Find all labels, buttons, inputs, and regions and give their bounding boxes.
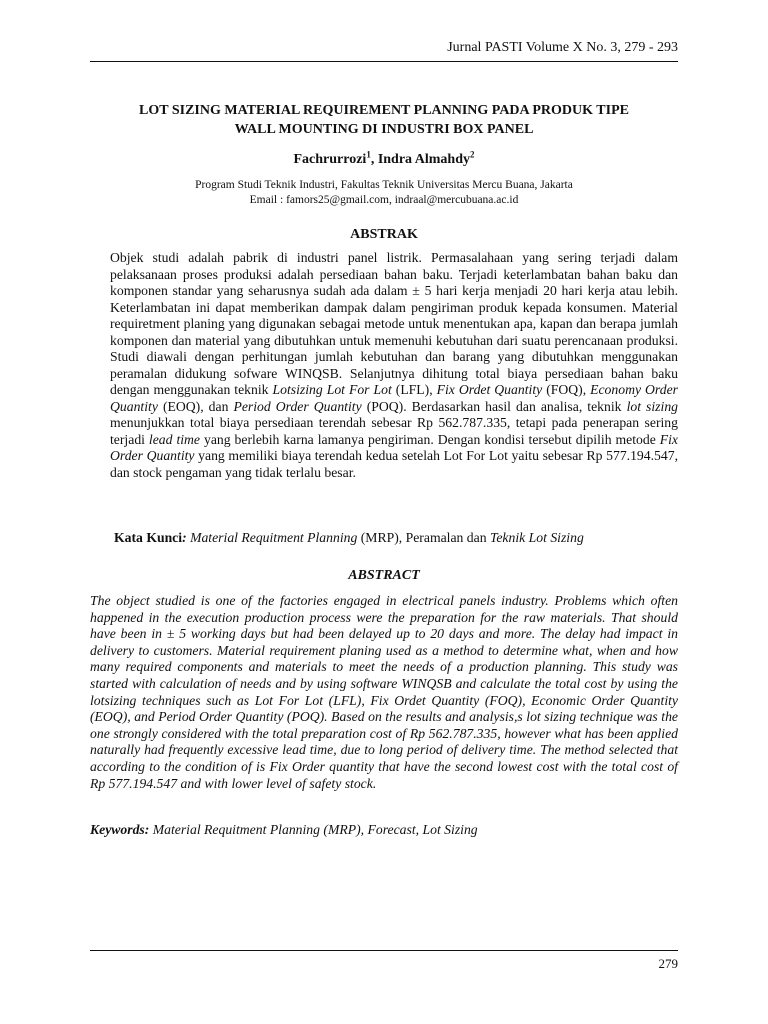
abstrak-term-lead-time: lead time bbox=[148, 431, 201, 447]
abstrak-term-lfl: Lotsizing Lot For Lot bbox=[272, 382, 392, 397]
keywords-text: Material Requitment Planning (MRP), Forecast, Lot Sizing bbox=[149, 822, 478, 837]
abstrak-body bbox=[110, 250, 678, 481]
title-line-2: WALL MOUNTING DI INDUSTRI BOX PANEL bbox=[234, 122, 534, 137]
author-separator: , bbox=[370, 152, 378, 167]
title-line-1: LOT SIZING MATERIAL REQUIREMENT PLANNING PADA PRODUK TIPE bbox=[139, 103, 629, 118]
abstrak-term-foq: Fix Ordet Quantity bbox=[436, 382, 543, 397]
abstrak-term-eoq: Economy Order Quantity bbox=[110, 382, 678, 414]
kata-kunci bbox=[114, 530, 674, 546]
kata-kunci-colon: : bbox=[182, 530, 187, 545]
abstrak-text-1: Objek studi adalah pabrik di industri panel listrik. Permasalahaan yang sering terjadi dalam pelaksanaan proses produksi adalah persediaan bahan baku. Terjadi keterlambatan bahan baku dan komponen standar yang seharusnya sudah ada dalam ± 5 hari kerja menjadi 20 hari kerja atau lebih. Keterlambatan ini dapat memberikan dampak dalam pengiriman produk kepada konsumen. Material requiretment planing yang digunakan sebagai metode untuk menentukan apa, kapan dan berapa jumlah komponen dan material yang dibutuhkan untuk memenuhi kebutuhan dari suatu perencanaan produksi. Studi diawali dengan perhitungan jumlah kebutuhan dan barang yang dibutuhkan menggunakan peramalan didukung sofware WINQSB. Selanjutnya dihitung total biaya persediaan bahan baku dengan menggunakan teknik bbox=[110, 250, 678, 397]
abstrak-term-fix-order: Fix Order Quantity bbox=[110, 431, 678, 463]
abstract-heading: ABSTRACT bbox=[348, 568, 420, 583]
author-1-affil-mark: 1 bbox=[366, 149, 371, 160]
abstrak-text-3: (FOQ), bbox=[542, 382, 591, 397]
affiliation-email: Email : famors25@gmail.com, indraal@mercubuana.ac.id bbox=[249, 194, 519, 206]
kata-kunci-term-mrp: Material Requitment Planning bbox=[186, 530, 358, 545]
author-2: Indra Almahdy bbox=[377, 152, 471, 167]
kata-kunci-text: (MRP), Peramalan dan bbox=[357, 530, 490, 545]
abstrak-text-8: yang memiliki biaya terendah kedua setelah Lot For Lot yaitu sebesar Rp 577.194.547, dan stock pengaman yang tidak terlalu besar. bbox=[110, 448, 678, 480]
abstrak-text-6: menunjukkan total biaya persediaan terendah sebesar Rp 562.787.335, tetapi pada penerapan sering terjadi bbox=[110, 415, 678, 447]
affiliation-program: Program Studi Teknik Industri, Fakultas Teknik Universitas Mercu Buana, Jakarta bbox=[195, 179, 573, 191]
page-number: 279 bbox=[658, 956, 678, 971]
keywords-label: Keywords: bbox=[90, 822, 150, 837]
abstrak-term-poq: Period Order Quantity bbox=[233, 398, 362, 414]
paper-title bbox=[110, 101, 658, 139]
affiliation bbox=[90, 178, 678, 208]
journal-name: Jurnal PASTI Volume X No. 3, 279 - 293 bbox=[447, 40, 678, 55]
author-list bbox=[90, 149, 678, 168]
abstrak-text-5: (POQ). Berdasarkan hasil dan analisa, teknik bbox=[361, 398, 627, 414]
kata-kunci-label: Kata Kunci bbox=[114, 530, 183, 545]
footer-divider bbox=[90, 950, 678, 951]
kata-kunci-term-lot-sizing: Teknik Lot Sizing bbox=[490, 530, 584, 545]
abstrak-heading: ABSTRAK bbox=[350, 227, 418, 242]
abstrak-text-2: (LFL), bbox=[391, 382, 437, 397]
keywords bbox=[90, 822, 678, 838]
author-1: Fachrurrozi bbox=[293, 152, 367, 167]
journal-header bbox=[90, 40, 678, 62]
abstract-body: The object studied is one of the factories engaged in electrical panels industry. Problems which often happened in the execution production process were the preparation for the raw materials. That should have been in ± 5 working days but had been delayed up to 20 days and more. The delay had impact in delivery to customers. Material requirement planing used as a method to determine what, when and how many required components and materials to meet the needs of a production planning. This study was started with calculation of needs and by using software WINQSB and calculate the total cost by using the lotsizing techniques such as Lot For Lot (LFL), Fix Ordet Quantity (FOQ), Economic Order Quantity (EOQ), and Period Order Quantity (POQ). Based on the results and analysis,s lot sizing technique was the one strongly considered with the total preparation cost of Rp 562.787.335, however what has been applied naturally had frequently excessive lead time, due to long period of delivery time. The method selected that according to the condition of is Fix Order quantity that have the second lowest cost with the total cost of Rp 577.194.547 and with lower level of safety stock. bbox=[90, 593, 678, 791]
abstrak-term-lot-sizing: lot sizing bbox=[626, 398, 679, 414]
abstrak-text-4: (EOQ), dan bbox=[157, 398, 234, 414]
abstrak-text-7: yang berlebih karna lamanya pengiriman. Dengan kondisi tersebut dipilih metode bbox=[200, 431, 660, 447]
author-2-affil-mark: 2 bbox=[470, 149, 475, 160]
